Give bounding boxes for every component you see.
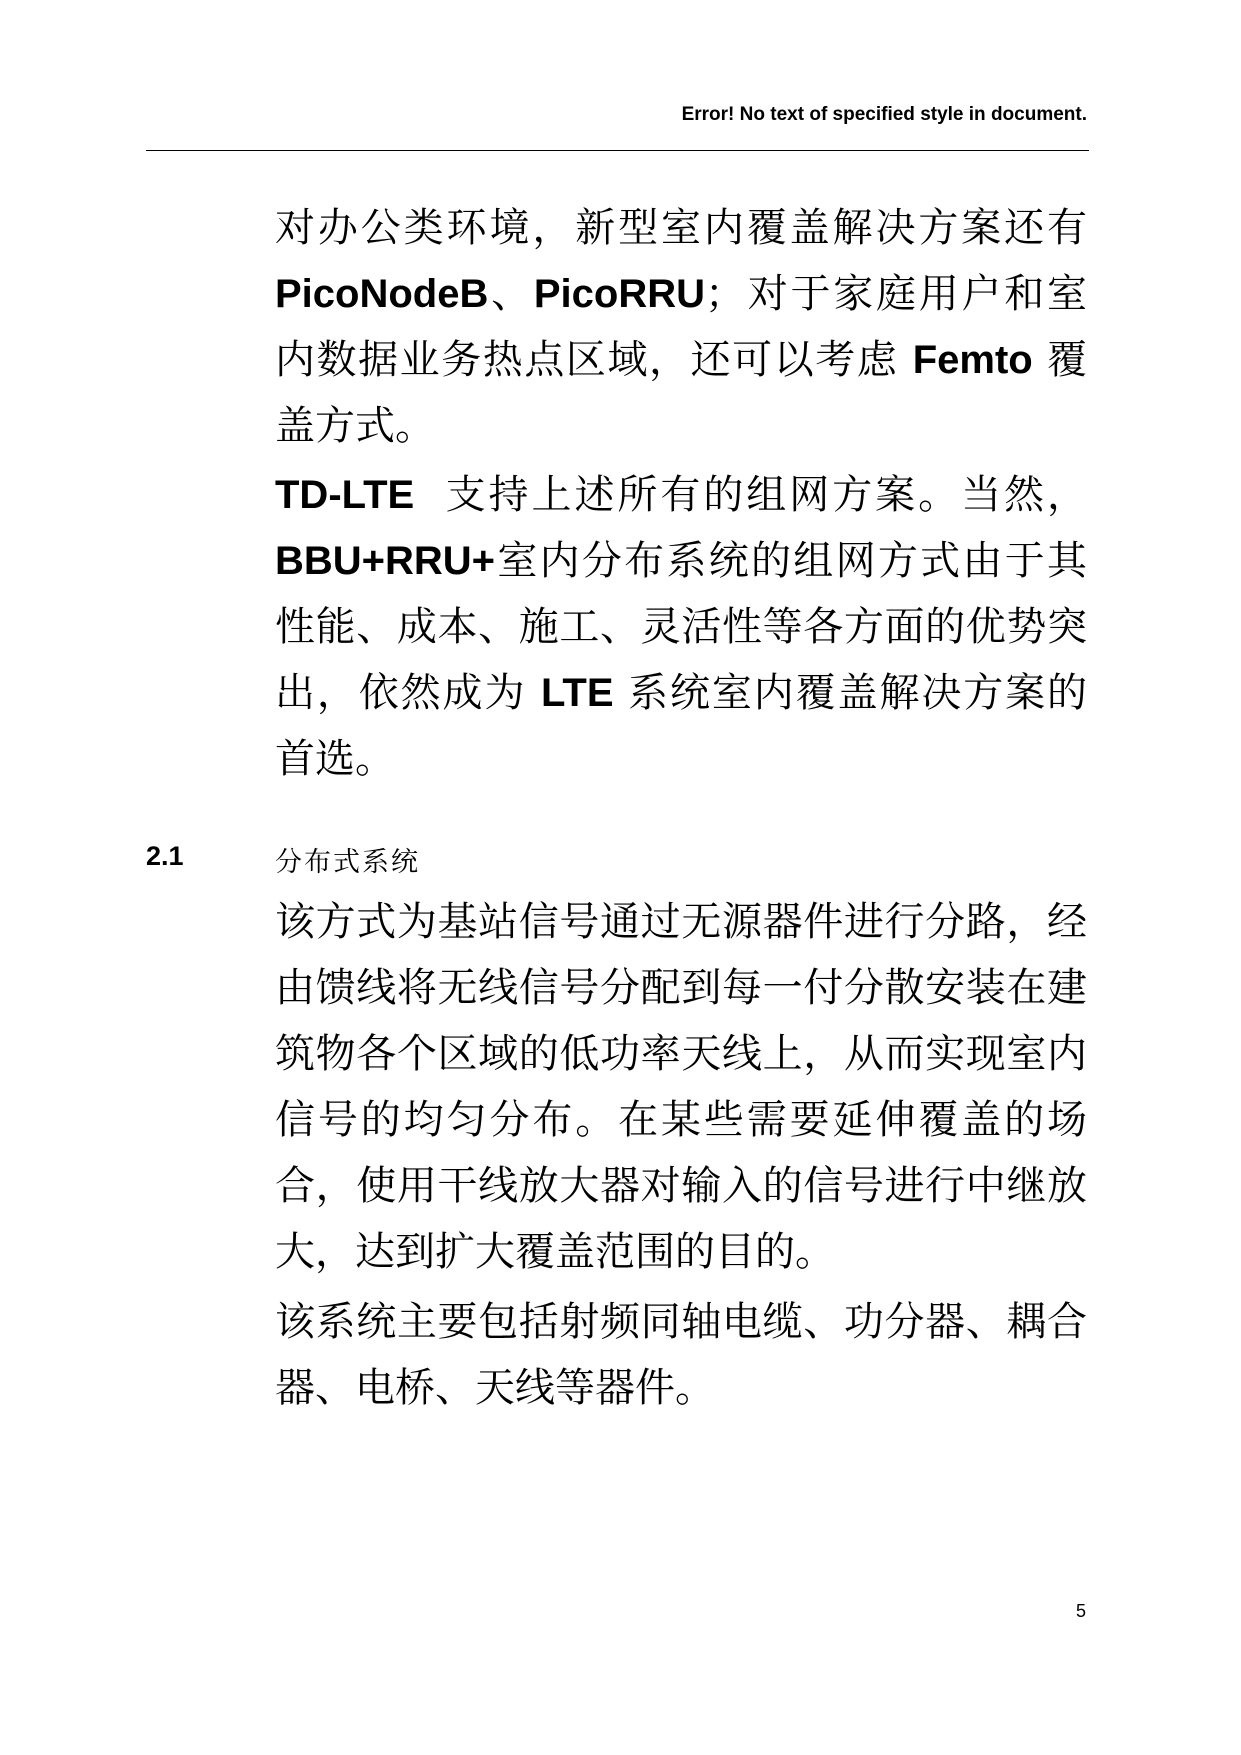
running-header: Error! No text of specified style in document.	[681, 104, 1087, 125]
header-divider	[146, 150, 1089, 151]
text-run: 支持上述所有的组网方案。当然，	[445, 472, 1088, 518]
paragraph-td-lte	[275, 462, 1087, 792]
text-run-latin: PicoNodeB	[275, 272, 489, 316]
text-run-latin: BBU+RRU+	[275, 539, 496, 583]
section-title: 分布式系统	[275, 847, 420, 878]
paragraph-distributed-system: 该方式为基站信号通过无源器件进行分路，经由馈线将无线信号分配到每一付分散安装在建筑物各个区域的低功率天线上，从而实现室内信号的均匀分布。在某些需要延伸覆盖的场合，使用干线放大器对输入的信号进行中继放大，达到扩大覆盖范围的目的。	[275, 899, 1087, 1275]
text-run: 室内分布系统的组网方式由于其性能、成本、施工、灵活性等各方面的优势突出，依然成为	[275, 538, 1087, 716]
section-number: 2.1	[146, 841, 184, 871]
text-run: ；对于家庭用户和室内数据业务热点区域，还可以考虑	[275, 271, 1087, 383]
paragraph-system-components: 该系统主要包括射频同轴电缆、功分器、耦合器、电桥、天线等器件。	[275, 1299, 1087, 1411]
text-run: 对办公类环境，新型室内覆盖解决方案还有	[275, 205, 1087, 251]
text-run-latin: TD-LTE	[275, 473, 415, 517]
page-number: 5	[1075, 1601, 1086, 1621]
text-run: 、	[488, 271, 534, 317]
text-run-latin: PicoRRU	[533, 272, 705, 316]
text-run-latin: Femto	[912, 338, 1033, 382]
text-run-latin: LTE	[540, 671, 614, 715]
paragraph-indoor-solutions	[275, 195, 1087, 459]
text-run: 覆盖方式。	[275, 337, 1087, 449]
text-run: 系统室内覆盖解决方案的首选。	[275, 670, 1088, 782]
